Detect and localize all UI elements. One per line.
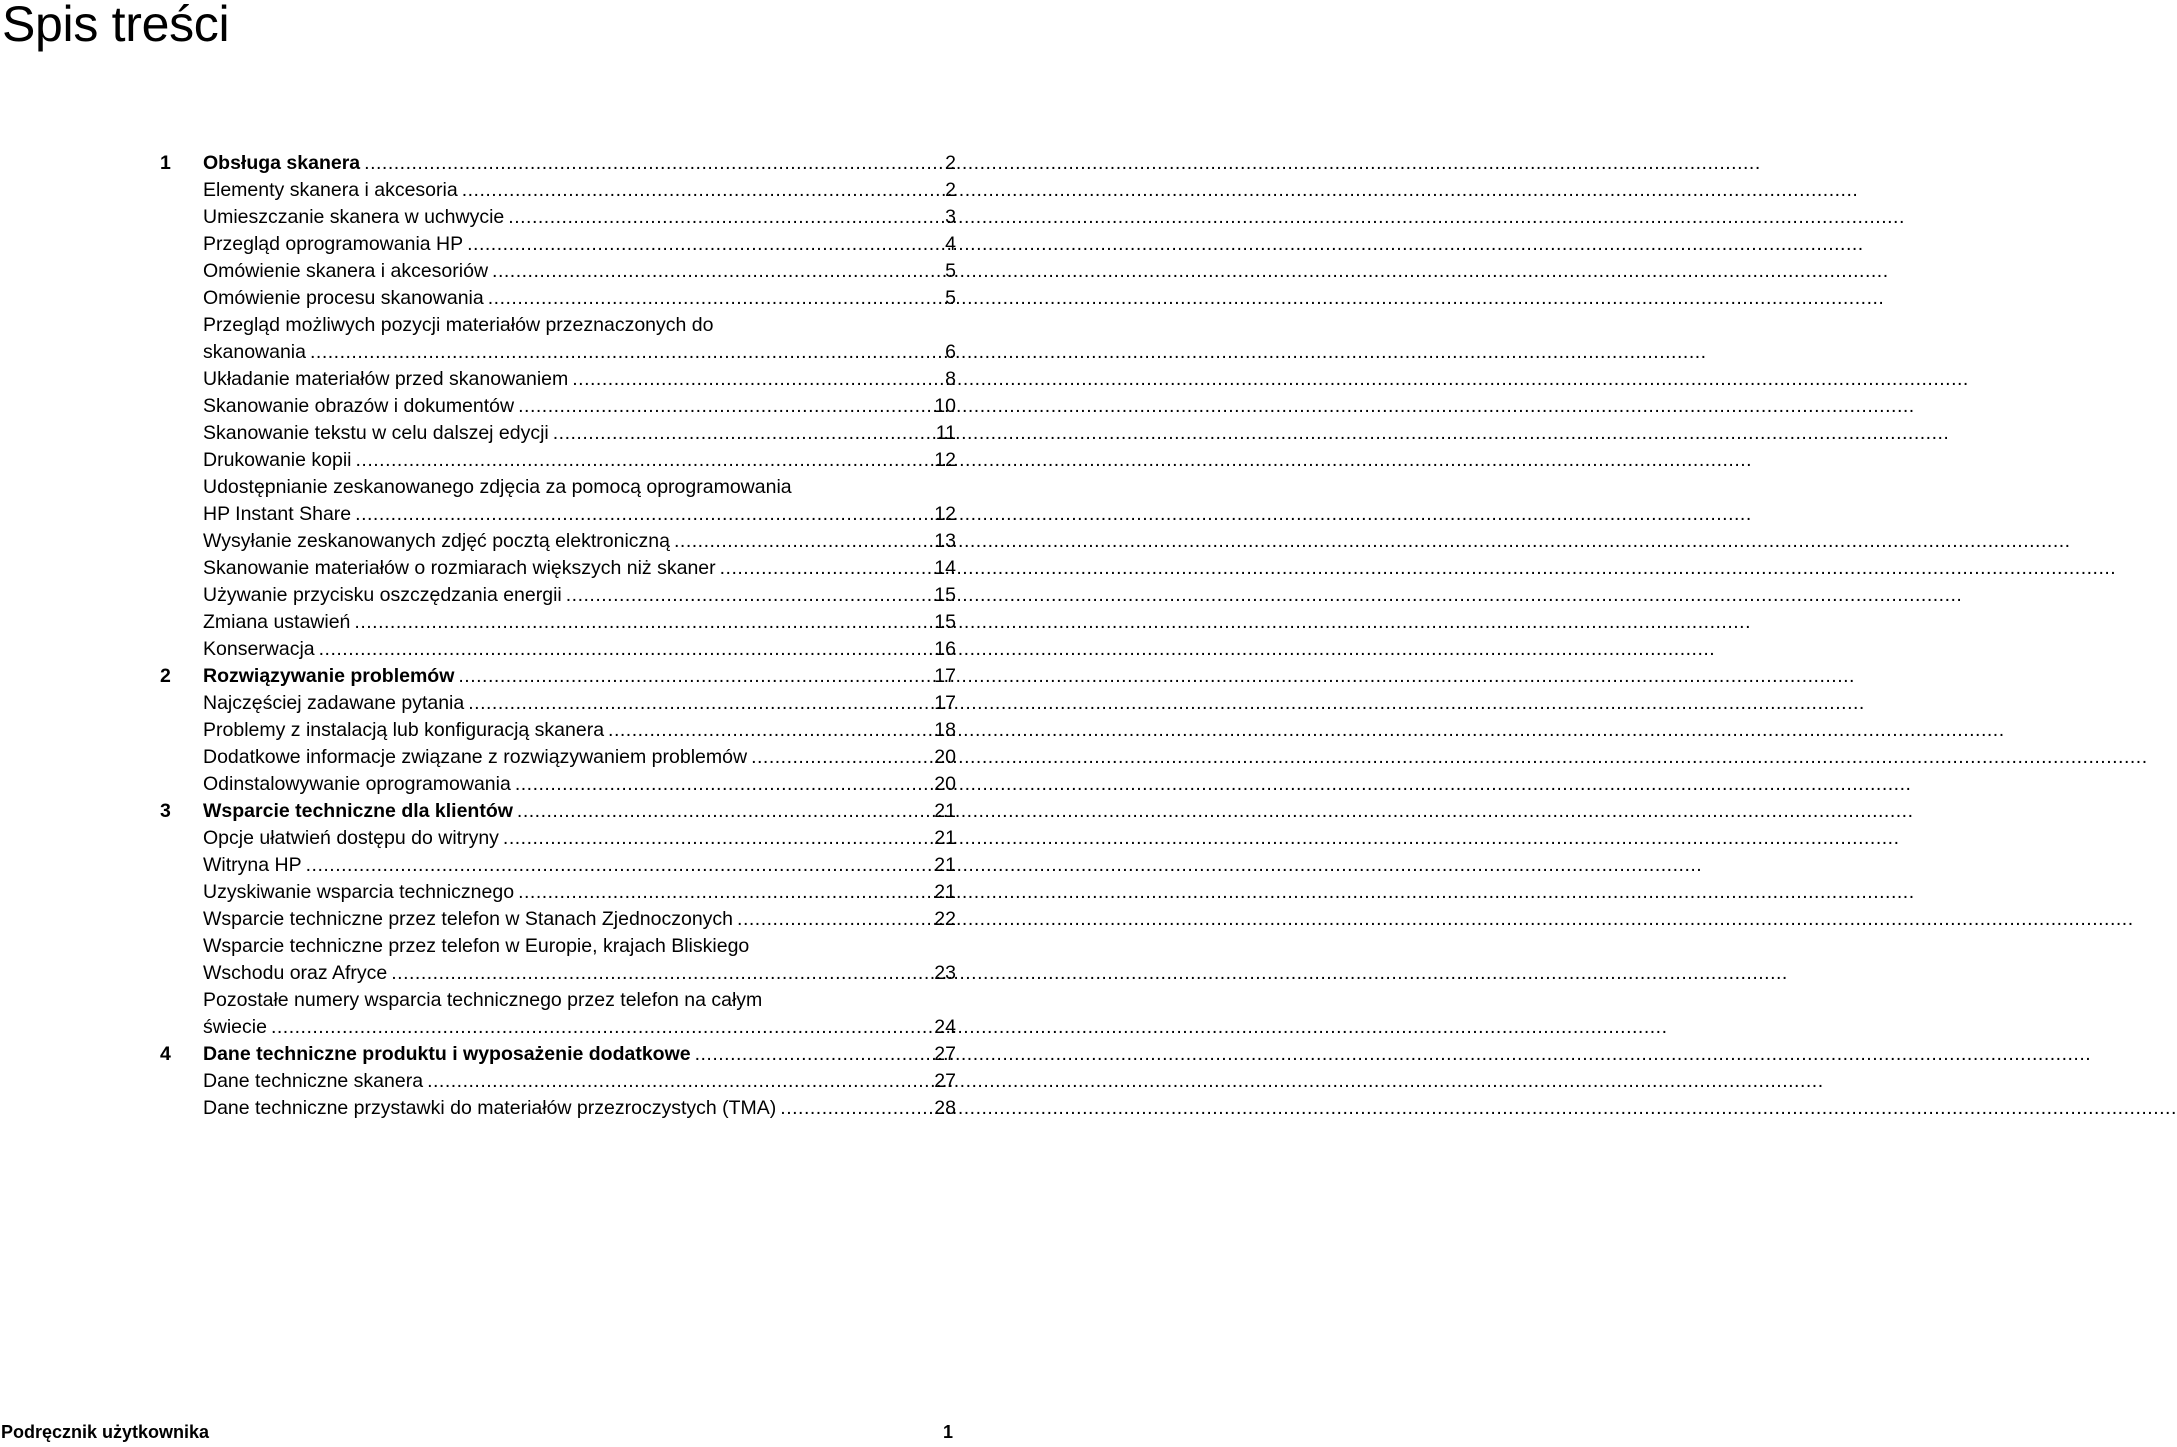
toc-section-entry[interactable] [160, 420, 956, 447]
toc-chapter-number: 4 [160, 1043, 171, 1065]
toc-section-entry[interactable] [160, 312, 956, 339]
toc-entry-title: Skanowanie obrazów i dokumentów [203, 395, 515, 417]
toc-page-number: 5 [945, 287, 956, 309]
toc-dot-leader [319, 636, 933, 663]
toc-section-entry[interactable] [160, 960, 956, 987]
toc-dot-leader [780, 1095, 932, 1122]
toc-dot-leader [751, 744, 932, 771]
toc-section-entry[interactable] [160, 717, 956, 744]
toc-entry-title: Wschodu oraz Afryce [203, 962, 388, 984]
toc-dot-leader [508, 204, 943, 231]
toc-chapter-entry[interactable] [160, 150, 956, 177]
toc-section-entry[interactable] [160, 258, 956, 285]
toc-section-entry[interactable] [160, 582, 956, 609]
toc-dot-leader [572, 366, 943, 393]
toc-entry-title: HP Instant Share [203, 503, 352, 525]
toc-entry-title: Skanowanie materiałów o rozmiarach większych niż skaner [203, 557, 716, 579]
toc-dot-leader [695, 1041, 933, 1068]
toc-section-entry[interactable] [160, 771, 956, 798]
toc-entry-title: Najczęściej zadawane pytania [203, 692, 465, 714]
toc-entry-title: Dane techniczne produktu i wyposażenie dodatkowe [203, 1043, 691, 1065]
toc-entry-title: Omówienie skanera i akcesoriów [203, 260, 489, 282]
toc-entry-title: Umieszczanie skanera w uchwycie [203, 206, 505, 228]
toc-page-number: 21 [934, 881, 956, 903]
toc-page-number: 2 [945, 152, 956, 174]
toc-dot-leader [458, 663, 932, 690]
toc-page-number: 16 [934, 638, 956, 660]
toc-entry-title: Elementy skanera i akcesoria [203, 179, 458, 201]
toc-dot-leader [355, 501, 932, 528]
toc-entry-title: Omówienie procesu skanowania [203, 287, 484, 309]
toc-page-number: 21 [934, 827, 956, 849]
toc-section-entry[interactable] [160, 852, 956, 879]
toc-page-number: 28 [934, 1097, 956, 1119]
toc-dot-leader [608, 717, 932, 744]
page-title: Spis treści [2, 0, 230, 52]
toc-dot-leader [462, 177, 943, 204]
toc-entry-title: Wsparcie techniczne przez telefon w Stanach Zjednoczonych [203, 908, 734, 930]
toc-page-number: 14 [934, 557, 956, 579]
toc-entry-title: Problemy z instalacją lub konfiguracją skanera [203, 719, 605, 741]
toc-dot-leader [566, 582, 933, 609]
toc-page-number: 15 [934, 584, 956, 606]
toc-page-number: 21 [934, 800, 956, 822]
toc-entry-title: Pozostałe numery wsparcia technicznego przez telefon na całym [203, 989, 763, 1011]
table-of-contents [160, 150, 956, 1122]
footer-page-number: 1 [942, 1422, 953, 1442]
toc-section-entry[interactable] [160, 231, 956, 258]
toc-entry-title: Układanie materiałów przed skanowaniem [203, 368, 569, 390]
toc-page-number: 20 [934, 773, 956, 795]
toc-entry-title: Skanowanie tekstu w celu dalszej edycji [203, 422, 549, 444]
toc-entry-title: Dodatkowe informacje związane z rozwiązywaniem problemów [203, 746, 748, 768]
toc-page-number: 12 [934, 503, 956, 525]
page-footer [0, 1418, 960, 1446]
toc-entry-title: Uzyskiwanie wsparcia technicznego [203, 881, 515, 903]
toc-dot-leader [720, 555, 933, 582]
toc-page-number: 13 [934, 530, 956, 552]
toc-entry-title: Rozwiązywanie problemów [203, 665, 455, 687]
toc-entry-title: Używanie przycisku oszczędzania energii [203, 584, 562, 606]
toc-page-number: 24 [934, 1016, 956, 1038]
toc-section-entry[interactable] [160, 177, 956, 204]
toc-section-entry[interactable] [160, 447, 956, 474]
toc-entry-title: Przegląd możliwych pozycji materiałów przeznaczonych do [203, 314, 714, 336]
toc-section-entry[interactable] [160, 366, 956, 393]
toc-entry-title: Wysyłanie zeskanowanych zdjęć pocztą elektroniczną [203, 530, 670, 552]
toc-dot-leader [271, 1014, 932, 1041]
toc-chapter-entry[interactable] [160, 1041, 956, 1068]
toc-entry-title: skanowania [203, 341, 306, 363]
toc-page-number: 8 [945, 368, 956, 390]
toc-section-entry[interactable] [160, 393, 956, 420]
toc-dot-leader [488, 285, 943, 312]
toc-dot-leader [468, 690, 932, 717]
toc-dot-leader [674, 528, 932, 555]
toc-entry-title: Przegląd oprogramowania HP [203, 233, 464, 255]
toc-entry-title: Wsparcie techniczne dla klientów [203, 800, 513, 822]
toc-dot-leader [518, 393, 932, 420]
toc-entry-title: świecie [203, 1016, 267, 1038]
toc-section-entry[interactable] [160, 204, 956, 231]
toc-dot-leader [515, 771, 932, 798]
toc-dot-leader [427, 1068, 932, 1095]
toc-entry-title: Witryna HP [203, 854, 302, 876]
toc-page-number: 17 [934, 665, 956, 687]
toc-section-entry[interactable] [160, 906, 956, 933]
toc-dot-leader [517, 798, 932, 825]
toc-page-number: 6 [945, 341, 956, 363]
toc-page-number: 22 [934, 908, 956, 930]
toc-section-entry[interactable] [160, 690, 956, 717]
toc-section-entry[interactable] [160, 1014, 956, 1041]
toc-dot-leader [356, 447, 933, 474]
toc-entry-title: Dane techniczne przystawki do materiałów przezroczystych (TMA) [203, 1097, 777, 1119]
toc-section-entry[interactable] [160, 501, 956, 528]
toc-entry-title: Obsługa skanera [203, 152, 361, 174]
toc-page-number: 20 [934, 746, 956, 768]
toc-entry-title: Odinstalowywanie oprogramowania [203, 773, 511, 795]
toc-section-entry[interactable] [160, 555, 956, 582]
toc-section-entry[interactable] [160, 636, 956, 663]
toc-chapter-entry[interactable] [160, 663, 956, 690]
toc-dot-leader [492, 258, 943, 285]
toc-section-entry[interactable] [160, 474, 956, 501]
toc-page-number: 18 [934, 719, 956, 741]
toc-page-number: 5 [945, 260, 956, 282]
toc-page-number: 27 [934, 1043, 956, 1065]
toc-page-number: 4 [945, 233, 956, 255]
toc-section-entry[interactable] [160, 744, 956, 771]
toc-entry-title: Konserwacja [203, 638, 315, 660]
toc-page-number: 15 [934, 611, 956, 633]
toc-chapter-number: 1 [160, 152, 171, 174]
footer-manual-title: Podręcznik użytkownika [1, 1422, 210, 1442]
toc-section-entry[interactable] [160, 933, 956, 960]
toc-dot-leader [737, 906, 932, 933]
toc-chapter-number: 3 [160, 800, 171, 822]
toc-entry-title: Dane techniczne skanera [203, 1070, 424, 1092]
toc-entry-title: Udostępnianie zeskanowanego zdjęcia za pomocą oprogramowania [203, 476, 792, 498]
toc-section-entry[interactable] [160, 285, 956, 312]
toc-section-entry[interactable] [160, 987, 956, 1014]
toc-section-entry[interactable] [160, 339, 956, 366]
toc-dot-leader [306, 852, 933, 879]
toc-section-entry[interactable] [160, 879, 956, 906]
toc-chapter-entry[interactable] [160, 798, 956, 825]
toc-dot-leader [553, 420, 934, 447]
toc-page-number: 21 [934, 854, 956, 876]
toc-section-entry[interactable] [160, 528, 956, 555]
toc-dot-leader [391, 960, 932, 987]
toc-entry-title: Opcje ułatwień dostępu do witryny [203, 827, 499, 849]
toc-page-number: 17 [934, 692, 956, 714]
toc-page-number: 12 [934, 449, 956, 471]
toc-dot-leader [503, 825, 932, 852]
toc-page-number: 27 [934, 1070, 956, 1092]
toc-section-entry[interactable] [160, 825, 956, 852]
toc-entry-title: Drukowanie kopii [203, 449, 352, 471]
toc-page-number: 2 [945, 179, 956, 201]
toc-entry-title: Wsparcie techniczne przez telefon w Europie, krajach Bliskiego [203, 935, 750, 957]
toc-section-entry[interactable] [160, 1068, 956, 1095]
toc-dot-leader [364, 150, 943, 177]
toc-dot-leader [467, 231, 943, 258]
toc-dot-leader [310, 339, 943, 366]
toc-page-number: 11 [935, 422, 956, 444]
toc-section-entry[interactable] [160, 1095, 956, 1122]
toc-section-entry[interactable] [160, 609, 956, 636]
toc-page-number: 3 [945, 206, 956, 228]
toc-entry-title: Zmiana ustawień [203, 611, 351, 633]
toc-dot-leader [518, 879, 932, 906]
toc-page-number: 10 [934, 395, 956, 417]
toc-chapter-number: 2 [160, 665, 171, 687]
toc-page-number: 23 [934, 962, 956, 984]
toc-dot-leader [354, 609, 932, 636]
